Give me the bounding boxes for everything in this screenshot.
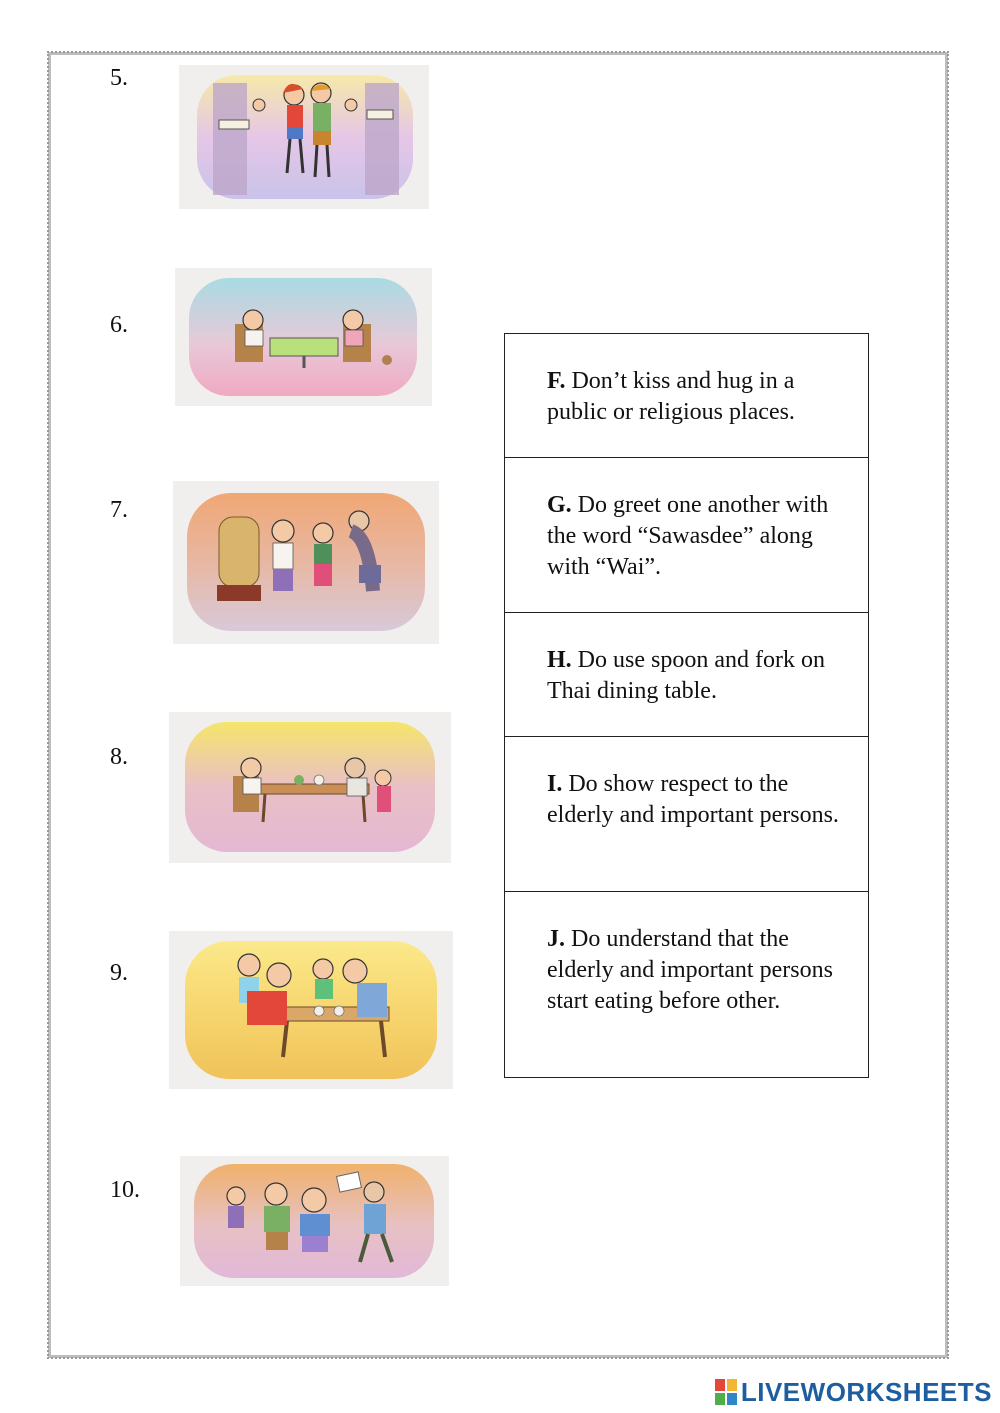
- answer-f: [505, 334, 868, 458]
- picture-item-7: [173, 481, 439, 644]
- picture-item-6: [175, 268, 432, 406]
- item-number-9: 9.: [110, 960, 128, 986]
- answer-letter: J.: [547, 926, 571, 952]
- answer-text: Do use spoon and fork on Thai dining table.: [547, 647, 825, 704]
- answer-text: Do understand that the elderly and important persons start eating before other.: [547, 926, 833, 1014]
- item-number-8: 8.: [110, 744, 128, 770]
- answer-text: Don’t kiss and hug in a public or religious places.: [547, 368, 795, 425]
- family-dinner-illustration: [169, 931, 453, 1089]
- answer-text: Do greet one another with the word “Sawasdee” along with “Wai”.: [547, 492, 829, 580]
- item-number-6: 6.: [110, 312, 128, 338]
- picture-item-10: [180, 1156, 449, 1286]
- couple-illustration: [179, 65, 429, 209]
- liveworksheets-logo-icon: [715, 1379, 737, 1405]
- brand-name: LIVEWORKSHEETS: [740, 1376, 992, 1407]
- answer-g: [505, 458, 868, 613]
- answer-h: [505, 613, 868, 737]
- liveworksheets-brand: [715, 1377, 992, 1407]
- dining-children-illustration: [175, 268, 432, 406]
- picture-item-5: [179, 65, 429, 209]
- picture-item-8: [169, 712, 451, 863]
- answer-i: [505, 737, 868, 892]
- answer-text: Do show respect to the elderly and important persons.: [547, 771, 839, 828]
- picture-item-9: [169, 931, 453, 1089]
- item-number-10: 10.: [110, 1177, 140, 1203]
- answer-letter: F.: [547, 368, 572, 394]
- item-number-5: 5.: [110, 65, 128, 91]
- answer-j: [505, 892, 868, 1077]
- answer-letter: I.: [547, 771, 569, 797]
- item-number-7: 7.: [110, 497, 128, 523]
- children-elder-illustration: [180, 1156, 449, 1286]
- family-table-illustration: [169, 712, 451, 863]
- answer-letter: H.: [547, 647, 578, 673]
- answer-letter: G.: [547, 492, 578, 518]
- greeting-elder-illustration: [173, 481, 439, 644]
- answers-table: [504, 333, 869, 1078]
